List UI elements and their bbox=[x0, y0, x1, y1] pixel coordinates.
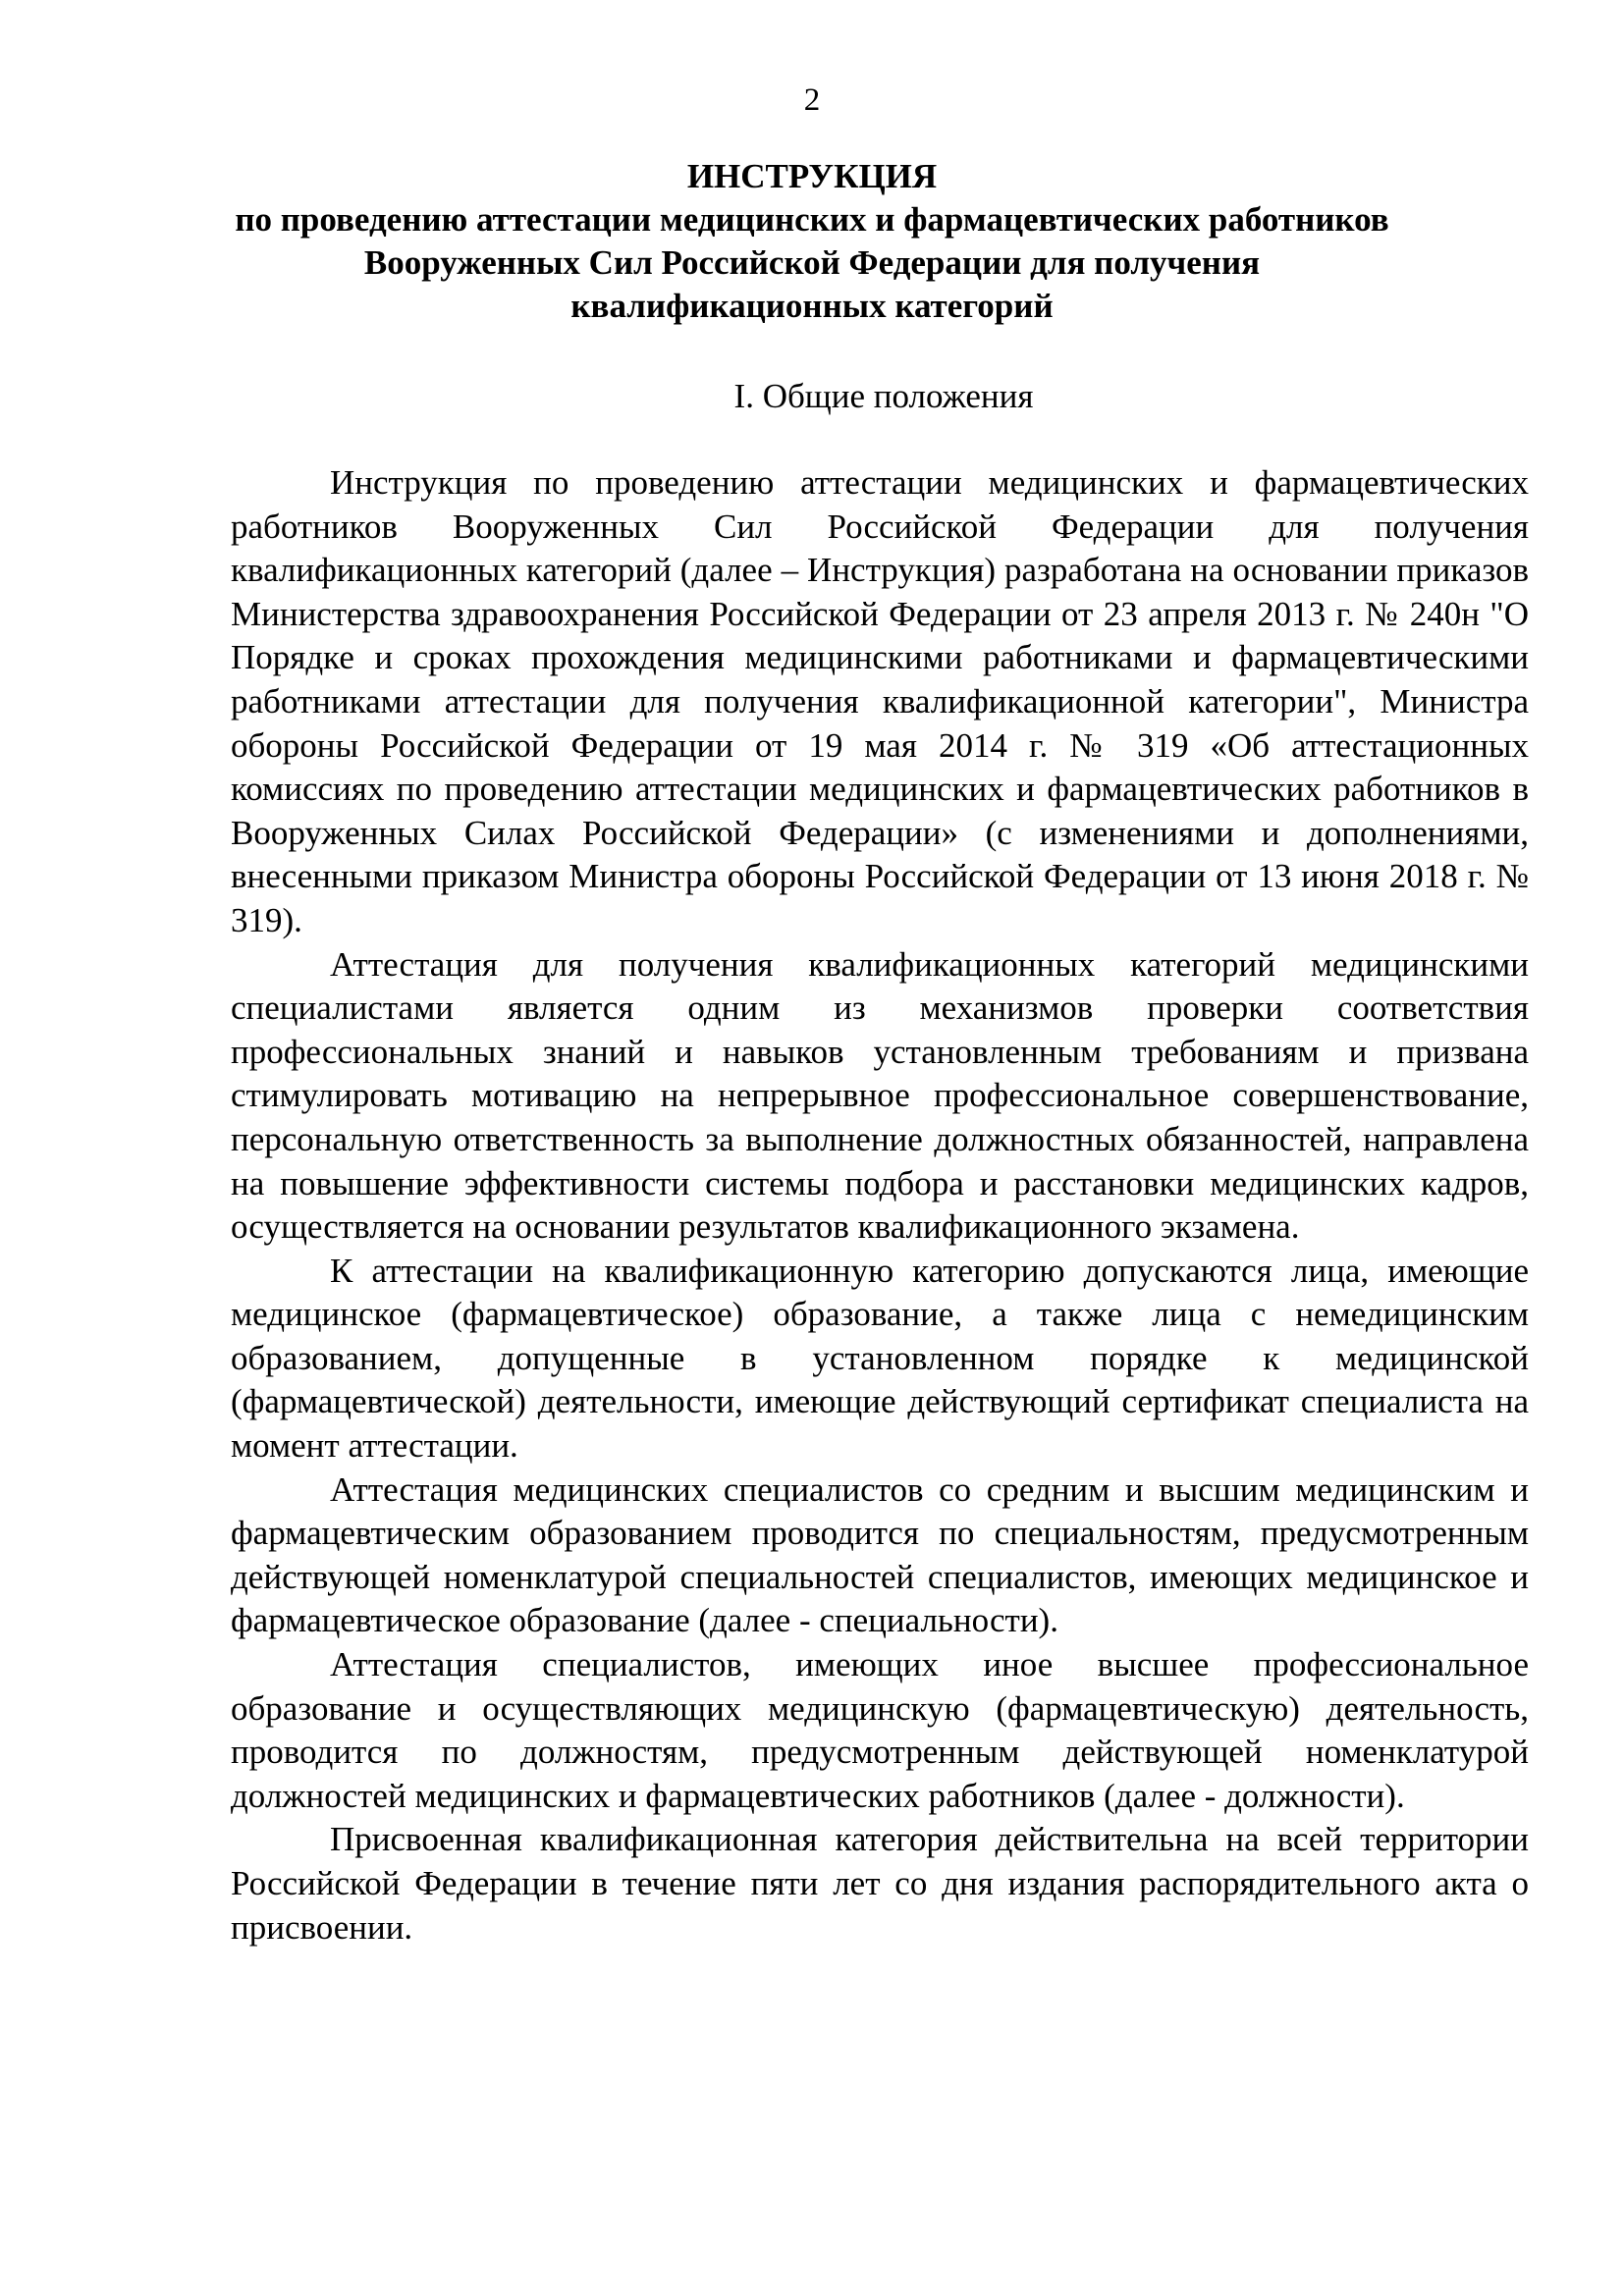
paragraph: К аттестации на квалификационную категорию допускаются лица, имеющие медицинское (фармацевтическое) образование, а также лица с немедицинским образованием, допущенные в установленном порядке к медицинской (фармацевтической) деятельности, имеющие действующий сертификат специалиста на момент аттестации. bbox=[231, 1251, 1529, 1466]
document-body bbox=[231, 461, 1529, 1949]
paragraph: Присвоенная квалификационная категория действительна на всей территории Российской Федерации в течение пяти лет со дня издания распорядительного акта о присвоении. bbox=[231, 1820, 1529, 1947]
paragraph: Аттестация специалистов, имеющих иное высшее профессиональное образование и осуществляющих медицинскую (фармацевтическую) деятельность, проводится по должностям, предусмотренным действующей номенклатурой должностей медицинских и фармацевтических работников (далее - должности). bbox=[231, 1645, 1529, 1815]
paragraph: Инструкция по проведению аттестации медицинских и фармацевтических работников Вооруженных Сил Российской Федерации для получения квалификационных категорий (далее – Инструкция) разработана на основании приказов Министерства здравоохранения Российской Федерации от 23 апреля 2013 г. № 240н "О Порядке и сроках прохождения медицинскими работниками и фармацевтическими работниками аттестации для получения квалификационной категории", Министра обороны Российской Федерации от 19 мая 2014 г. № 319 «Об аттестационных комиссиях по проведению аттестации медицинских и фармацевтических работников в Вооруженных Силах Российской Федерации» (с изменениями и дополнениями, внесенными приказом Министра обороны Российской Федерации от 13 июня 2018 г. № 319). bbox=[231, 463, 1529, 939]
title-line-2: по проведению аттестации медицинских и фармацевтических работников bbox=[235, 200, 1389, 239]
document-title bbox=[196, 155, 1428, 328]
title-line-3: Вооруженных Сил Российской Федерации для получения bbox=[363, 243, 1261, 282]
title-line-4: квалификационных категорий bbox=[570, 287, 1054, 325]
section-heading: I. Общие положения bbox=[733, 377, 1034, 415]
page-number: 2 bbox=[803, 82, 821, 118]
title-line-1: ИНСТРУКЦИЯ bbox=[686, 157, 938, 195]
paragraph: Аттестация для получения квалификационных категорий медицинскими специалистами является одним из механизмов проверки соответствия профессиональных знаний и навыков установленным требованиям и призвана стимулировать мотивацию на непрерывное профессиональное совершенствование, персональную ответственность за выполнение должностных обязанностей, направлена на повышение эффективности системы подбора и расстановки медицинских кадров, осуществляется на основании результатов квалификационного экзамена. bbox=[231, 944, 1529, 1247]
paragraph: Аттестация медицинских специалистов со средним и высшим медицинским и фармацевтическим образованием проводится по специальностям, предусмотренным действующей номенклатурой специальностей специалистов, имеющих медицинское и фармацевтическое образование (далее - специальности). bbox=[231, 1469, 1529, 1640]
